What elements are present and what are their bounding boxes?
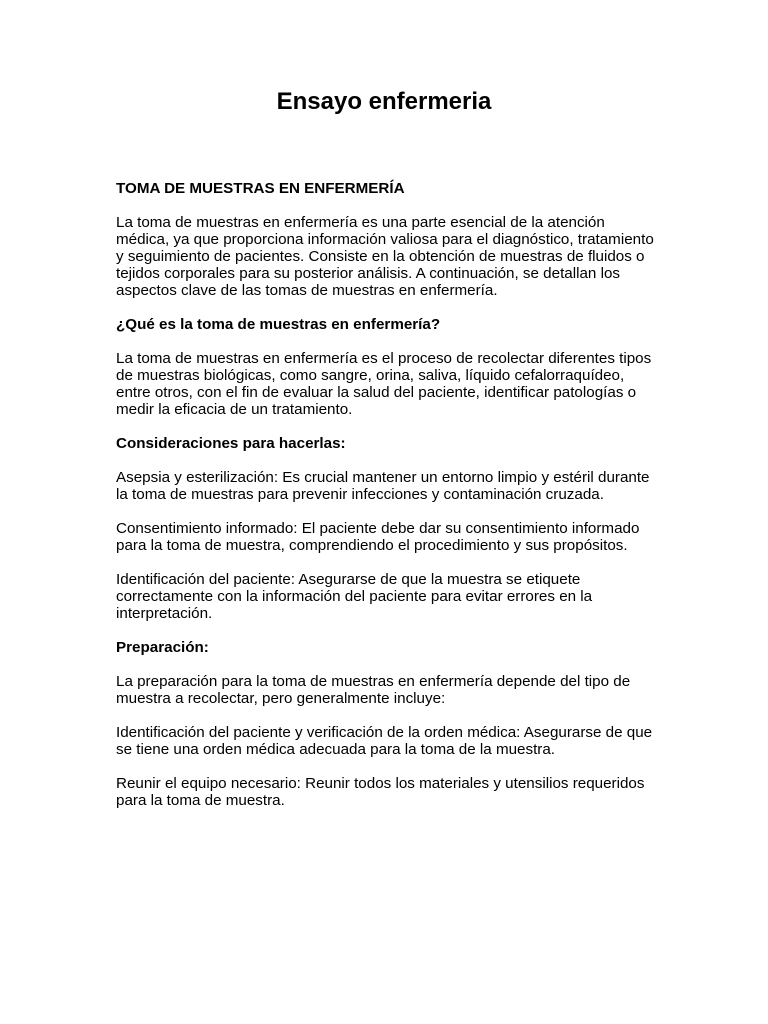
paragraph-identificacion: Identificación del paciente: Asegurarse de que la muestra se etiquete correctamente con la información del paciente para evitar errores en la interpretación. xyxy=(116,571,593,622)
document-body xyxy=(116,180,656,826)
paragraph-consentimiento: Consentimiento informado: El paciente debe dar su consentimiento informado para la toma de muestra, comprendiendo el procedimiento y sus propósitos. xyxy=(116,520,640,554)
paragraph-reunir-equipo: Reunir el equipo necesario: Reunir todos los materiales y utensilios requeridos para la toma de muestra. xyxy=(116,775,645,809)
paragraph-definition: La toma de muestras en enfermería es el proceso de recolectar diferentes tipos de muestras biológicas, como sangre, orina, saliva, líquido cefalorraquídeo, entre otros, con el fin de evaluar la salud del paciente, identificar patologías o medir la eficacia de un tratamiento. xyxy=(116,350,652,418)
section-heading-consideraciones: Consideraciones para hacerlas: xyxy=(116,435,346,452)
paragraph-asepsia: Asepsia y esterilización: Es crucial mantener un entorno limpio y estéril durante la toma de muestras para prevenir infecciones y contaminación cruzada. xyxy=(116,469,650,503)
section-heading-que-es: ¿Qué es la toma de muestras en enfermería? xyxy=(116,316,441,333)
paragraph-preparacion-intro: La preparación para la toma de muestras en enfermería depende del tipo de muestra a recolectar, pero generalmente incluye: xyxy=(116,673,631,707)
section-heading-toma-de-muestras: TOMA DE MUESTRAS EN ENFERMERÍA xyxy=(116,180,405,197)
section-heading-preparacion: Preparación: xyxy=(116,639,209,656)
document-title: Ensayo enfermeria xyxy=(276,88,492,115)
paragraph-intro: La toma de muestras en enfermería es una parte esencial de la atención médica, ya que proporciona información valiosa para el diagnóstico, tratamiento y seguimiento de pacientes. Consiste en la obtención de muestras de fluidos o tejidos corporales para su posterior análisis. A continuación, se detallan los aspectos clave de las tomas de muestras en enfermería. xyxy=(116,214,654,299)
paragraph-verificacion-orden: Identificación del paciente y verificación de la orden médica: Asegurarse de que se tiene una orden médica adecuada para la toma de la muestra. xyxy=(116,724,653,758)
